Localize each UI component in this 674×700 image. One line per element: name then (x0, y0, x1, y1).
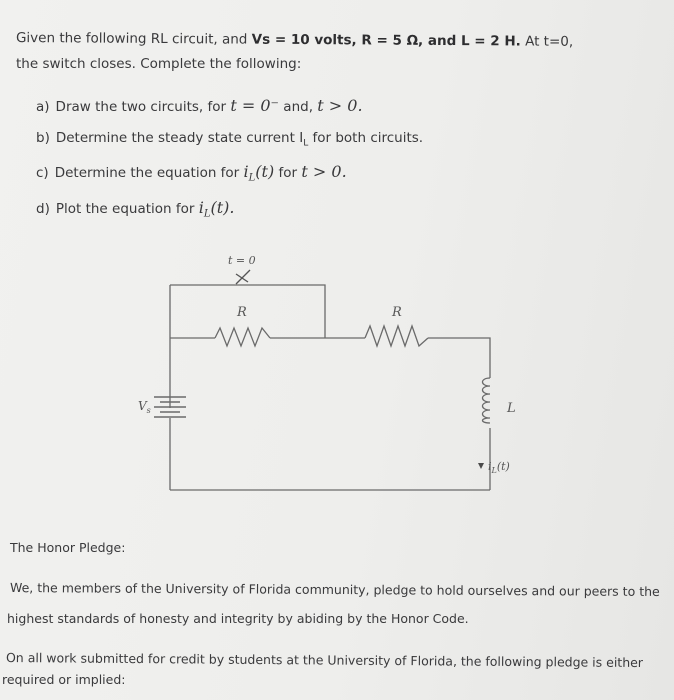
question-label: a) (36, 99, 50, 115)
inductor-coil (483, 378, 491, 423)
intro-at-t: At t=0, (520, 33, 574, 50)
current-label-main: i (488, 460, 492, 473)
question-math-tail: (t) (255, 162, 275, 181)
question-mid: for (274, 165, 302, 181)
question-math: i (243, 162, 249, 181)
honor-pledge-line-2: highest standards of honesty and integrity by abiding by the Honor Code. (7, 611, 469, 626)
current-label (488, 460, 510, 475)
source-label-sub: s (146, 406, 151, 415)
current-label-tail: (t) (496, 460, 510, 473)
question-text: Draw the two circuits, for (55, 99, 231, 115)
current-label-sub: L (491, 466, 497, 475)
resistor-2-label: R (392, 305, 402, 320)
switch-label: t = 0 (228, 254, 256, 267)
current-arrow-icon (478, 463, 484, 469)
question-math: i (198, 198, 204, 217)
question-math-sub: L (203, 208, 211, 220)
resistor-2 (365, 326, 428, 346)
resistor-1-label: R (237, 305, 247, 320)
question-math-2: t > 0. (317, 96, 363, 115)
question-math-2: t > 0. (301, 162, 347, 181)
honor-pledge-line-1: We, the members of the University of Florida community, pledge to hold ourselves and our peers to the (9, 580, 660, 599)
inductor-label: L (507, 401, 516, 416)
given-values: Vs = 10 volts, R = 5 Ω, and L = 2 H. (251, 31, 521, 50)
question-label: b) (36, 130, 50, 146)
question-sub: L (303, 138, 309, 149)
question-text: Determine the equation for (54, 165, 244, 181)
question-text: Determine the steady state current I (55, 130, 304, 146)
source-label (138, 399, 151, 415)
question-math-tail: (t). (210, 198, 235, 217)
question-mid: and, (279, 99, 318, 115)
top-wire-3 (428, 338, 490, 378)
honor-pledge-line-4: required or implied: (2, 672, 126, 687)
honor-pledge-line-3: On all work submitted for credit by students at the University of Florida, the following pledge is either (5, 650, 644, 671)
source-label-main: V (138, 399, 147, 413)
question-label: c) (36, 165, 49, 181)
resistor-1 (215, 328, 270, 346)
question-label: d) (36, 201, 50, 217)
honor-pledge-title: The Honor Pledge: (10, 540, 126, 555)
question-math-sub: L (248, 172, 256, 184)
switch-icon (236, 270, 250, 284)
intro-text: Given the following RL circuit, and (15, 30, 252, 48)
question-tail: for both circuits. (308, 130, 424, 146)
problem-intro-line-2: the switch closes. Complete the following: (16, 56, 302, 72)
question-math: t = 0⁻ (230, 96, 279, 115)
question-text: Plot the equation for (55, 201, 199, 217)
